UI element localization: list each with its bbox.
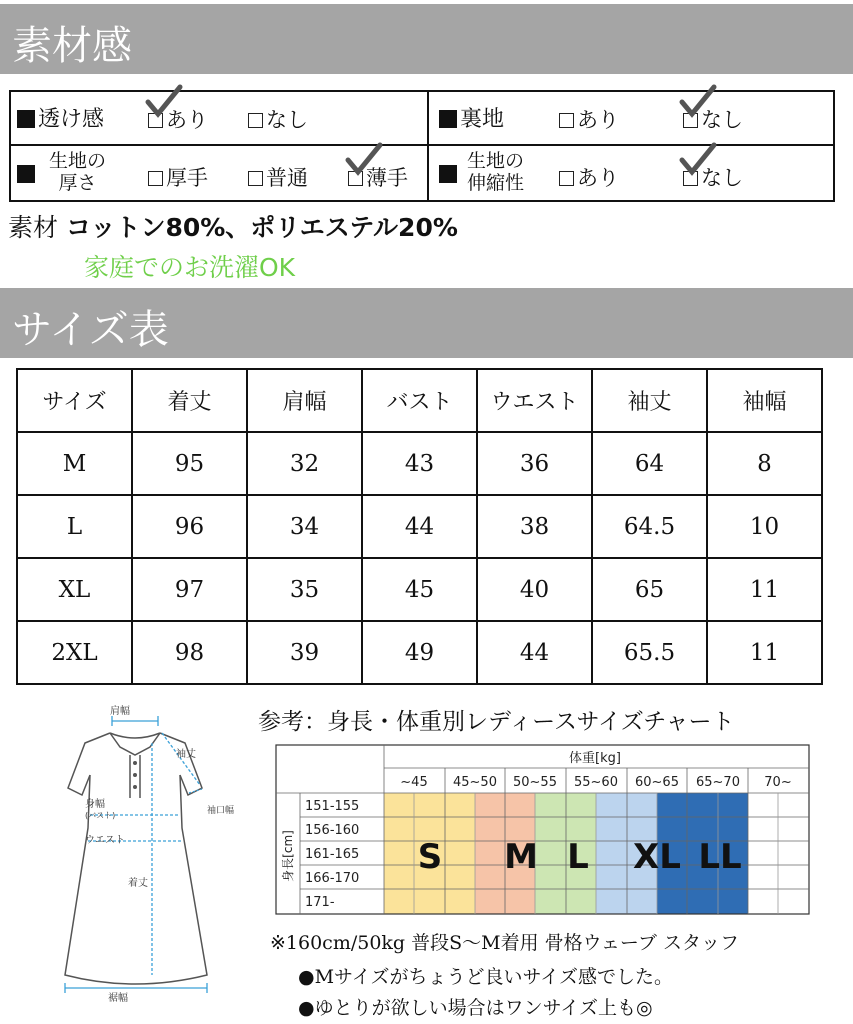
weight-tick: 65~70: [696, 775, 740, 790]
see-through-label: 透け感: [17, 102, 104, 133]
note-staff: ※160cm/50kg 普段S～M着用 骨格ウェーブ スタッフ: [270, 932, 739, 954]
table-cell: 44: [362, 495, 477, 558]
hem-label: 裾幅: [108, 993, 128, 1003]
table-cell: 2XL: [17, 621, 132, 684]
material-section-header: [0, 4, 853, 74]
shoulder-label: 肩幅: [110, 706, 130, 717]
table-row: [17, 621, 822, 684]
dress-diagram: [40, 703, 250, 1003]
weight-tick: ~45: [400, 775, 428, 790]
table-cell: 45: [362, 558, 477, 621]
table-cell: 34: [247, 495, 362, 558]
table-cell: L: [17, 495, 132, 558]
material-composition: 素材 コットン80%、ポリエステル20%: [8, 213, 458, 242]
see-through-option-no: なし: [248, 104, 308, 134]
table-cell: 10: [707, 495, 822, 558]
lining-label: 裏地: [439, 102, 504, 133]
lining-option-no: なし: [683, 104, 743, 134]
thickness-option-thick: 厚手: [148, 162, 208, 192]
lining-option-yes: あり: [559, 104, 619, 134]
table-cell: 43: [362, 432, 477, 495]
table-cell: 65.5: [592, 621, 707, 684]
stretch-marker: [439, 162, 460, 187]
table-cell: 32: [247, 432, 362, 495]
care-note: 家庭でのお洗濯OK: [84, 253, 296, 282]
header-cell: バスト: [362, 369, 477, 432]
stretch-option-no: なし: [683, 162, 743, 192]
weight-tick: 55~60: [574, 775, 618, 790]
reference-title: 参考：身長・体重別レディースサイズチャート: [258, 709, 735, 735]
header-cell: 袖丈: [592, 369, 707, 432]
table-cell: 65: [592, 558, 707, 621]
material-section-title: 素材感: [12, 23, 132, 69]
table-row: [17, 558, 822, 621]
height-axis-label: 身長[cm]: [281, 830, 295, 882]
weight-height-chart: [275, 744, 810, 916]
table-cell: 36: [477, 432, 592, 495]
table-cell: 64.5: [592, 495, 707, 558]
thickness-option-thin: 薄手: [348, 162, 408, 192]
table-cell: 40: [477, 558, 592, 621]
table-cell: 11: [707, 621, 822, 684]
height-tick: 171-: [305, 895, 335, 910]
size-label-ll: LL: [698, 837, 742, 877]
thickness-label: 生地の 厚さ: [49, 150, 107, 194]
size-section-title: サイズ表: [12, 307, 169, 353]
header-cell: ウエスト: [477, 369, 592, 432]
note-fit: ●Mサイズがちょうど良いサイズ感でした。: [298, 966, 673, 988]
stretch-label: 生地の 伸縮性: [467, 150, 525, 194]
length-label: 着丈: [128, 878, 148, 889]
table-header-row: [17, 369, 822, 432]
table-cell: M: [17, 432, 132, 495]
weight-tick: 60~65: [635, 775, 679, 790]
thickness-option-normal: 普通: [248, 162, 308, 192]
table-cell: XL: [17, 558, 132, 621]
divider: [427, 92, 429, 200]
note-loose: ●ゆとりが欲しい場合はワンサイズ上も◎: [298, 997, 653, 1019]
height-tick: 151-155: [305, 799, 360, 814]
table-cell: 8: [707, 432, 822, 495]
bust-sub-label: (バスト): [85, 811, 116, 820]
size-label-s: S: [417, 837, 443, 877]
table-cell: 38: [477, 495, 592, 558]
table-cell: 64: [592, 432, 707, 495]
bust-label: 身幅: [85, 799, 105, 810]
height-tick: 166-170: [305, 871, 360, 886]
table-cell: 96: [132, 495, 247, 558]
sleeve-length-label: 袖丈: [176, 749, 196, 760]
material-table: [9, 90, 835, 202]
cuff-label: 袖口幅: [207, 806, 235, 816]
waist-label: ウエスト: [85, 835, 125, 846]
checkmark-icon: [679, 142, 717, 178]
checkmark-icon: [679, 84, 717, 120]
header-cell: サイズ: [17, 369, 132, 432]
header-cell: 袖幅: [707, 369, 822, 432]
weight-tick: 70~: [764, 775, 792, 790]
table-cell: 95: [132, 432, 247, 495]
table-row: [17, 432, 822, 495]
size-label-l: L: [567, 837, 589, 877]
size-section-header: [0, 288, 853, 358]
table-cell: 49: [362, 621, 477, 684]
checkmark-icon: [345, 142, 383, 178]
height-tick: 156-160: [305, 823, 360, 838]
header-cell: 着丈: [132, 369, 247, 432]
table-cell: 44: [477, 621, 592, 684]
stretch-option-yes: あり: [559, 162, 619, 192]
size-label-xl: XL: [633, 837, 681, 877]
see-through-option-yes: あり: [148, 104, 208, 134]
weight-tick: 45~50: [453, 775, 497, 790]
weight-tick: 50~55: [513, 775, 557, 790]
table-cell: 39: [247, 621, 362, 684]
table-cell: 11: [707, 558, 822, 621]
thickness-marker: [17, 162, 38, 187]
size-table: [16, 368, 823, 685]
size-label-m: M: [504, 837, 538, 877]
checkmark-icon: [145, 84, 183, 120]
height-tick: 161-165: [305, 847, 360, 862]
table-cell: 97: [132, 558, 247, 621]
weight-axis-label: 体重[kg]: [569, 751, 621, 766]
table-cell: 98: [132, 621, 247, 684]
table-cell: 35: [247, 558, 362, 621]
header-cell: 肩幅: [247, 369, 362, 432]
table-row: [17, 495, 822, 558]
